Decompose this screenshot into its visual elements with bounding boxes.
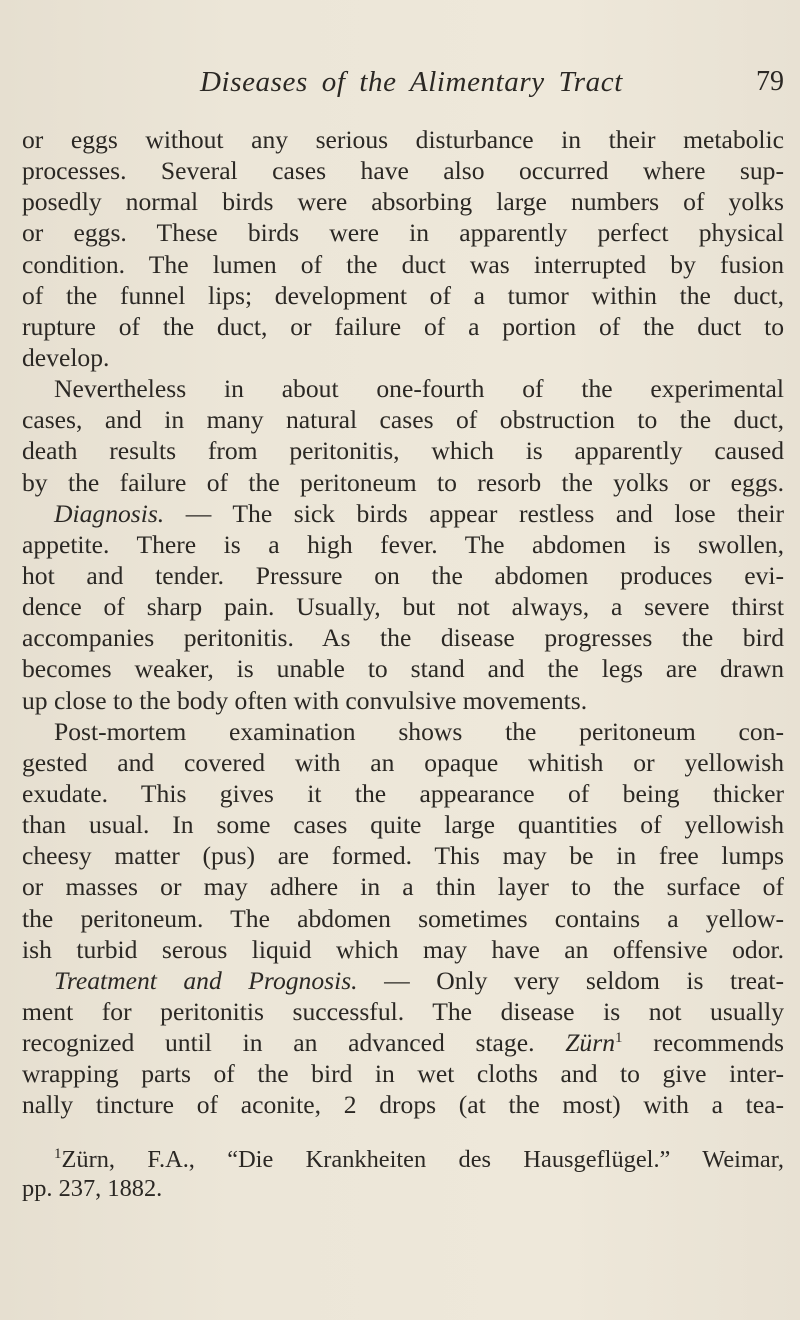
footnote-marker: 1: [54, 1146, 62, 1162]
text-line: ish turbid serous liquid which may have an offensive odor.: [22, 934, 784, 964]
text-line: of the funnel lips; development of a tumor within the duct,: [22, 280, 784, 310]
text-fragment: — Only very seldom is treat-: [357, 965, 784, 995]
footnote: [22, 1145, 784, 1203]
text-line: Post-mortem examination shows the peritoneum con-: [54, 716, 784, 746]
text-line: or eggs. These birds were in apparently perfect physical: [22, 218, 784, 248]
text-line: processes. Several cases have also occurred where sup-: [22, 156, 784, 186]
text-line: Nevertheless in about one-fourth of the experimental: [54, 374, 784, 404]
text-line: condition. The lumen of the duct was interrupted by fusion: [22, 249, 784, 279]
footnote-text: Zürn, F.A., “Die Krankheiten des Hausgeflügel.” Weimar,: [61, 1146, 784, 1173]
text-line: up close to the body often with convulsive movements.: [22, 685, 588, 715]
text-fragment: recommends: [622, 1028, 784, 1058]
text-line: nally tincture of aconite, 2 drops (at the most) with a tea-: [22, 1090, 784, 1120]
text-line: develop.: [22, 342, 110, 372]
text-line: becomes weaker, is unable to stand and the legs are drawn: [22, 654, 784, 684]
running-title: Diseases of the Alimentary Tract: [200, 66, 623, 98]
text-line: exudate. This gives it the appearance of being thicker: [22, 778, 784, 808]
text-line: than usual. In some cases quite large quantities of yellowish: [22, 810, 784, 840]
running-head: [200, 66, 784, 106]
text-line: appetite. There is a high fever. The abdomen is swollen,: [22, 529, 784, 559]
page-number: 79: [756, 66, 784, 97]
text-line: rupture of the duct, or failure of a portion of the duct to: [22, 311, 784, 341]
text-line: cases, and in many natural cases of obstruction to the duct,: [22, 405, 784, 435]
treatment-heading: Treatment and Prognosis.: [54, 965, 358, 995]
text-line: death results from peritonitis, which is apparently caused: [22, 436, 784, 466]
text-line: gested and covered with an opaque whitish or yellowish: [22, 747, 784, 777]
body-text: [22, 124, 784, 1121]
text-line: hot and tender. Pressure on the abdomen produces evi-: [22, 560, 784, 590]
text-line: the peritoneum. The abdomen sometimes contains a yellow-: [22, 903, 784, 933]
footnote-line: pp. 237, 1882.: [22, 1175, 163, 1202]
text-line: accompanies peritonitis. As the disease progresses the bird: [22, 623, 784, 653]
text-line: wrapping parts of the bird in wet cloths and to give inter-: [22, 1059, 784, 1089]
text-line: ment for peritonitis successful. The disease is not usually: [22, 996, 784, 1026]
diagnosis-heading: Diagnosis.: [54, 498, 165, 528]
footnote-line: [22, 1145, 784, 1174]
text-line: by the failure of the peritoneum to resorb the yolks or eggs.: [22, 467, 784, 497]
treatment-heading-line: [22, 965, 784, 996]
text-line: or eggs without any serious disturbance in their metabolic: [22, 125, 784, 154]
text-line: or masses or may adhere in a thin layer to the surface of: [22, 872, 784, 902]
text-line: dence of sharp pain. Usually, but not always, a severe thirst: [22, 592, 784, 622]
text-line-with-citation: [22, 1027, 784, 1058]
text-line: cheesy matter (pus) are formed. This may be in free lumps: [22, 841, 784, 871]
footnote-ref: 1: [615, 1030, 623, 1047]
text-line: posedly normal birds were absorbing large numbers of yolks: [22, 187, 784, 217]
cited-author: Zürn: [565, 1028, 615, 1058]
diagnosis-heading-line: [22, 498, 784, 529]
text-fragment: — The sick birds appear restless and lose their: [164, 498, 784, 528]
text-fragment: recognized until in an advanced stage.: [22, 1028, 566, 1058]
